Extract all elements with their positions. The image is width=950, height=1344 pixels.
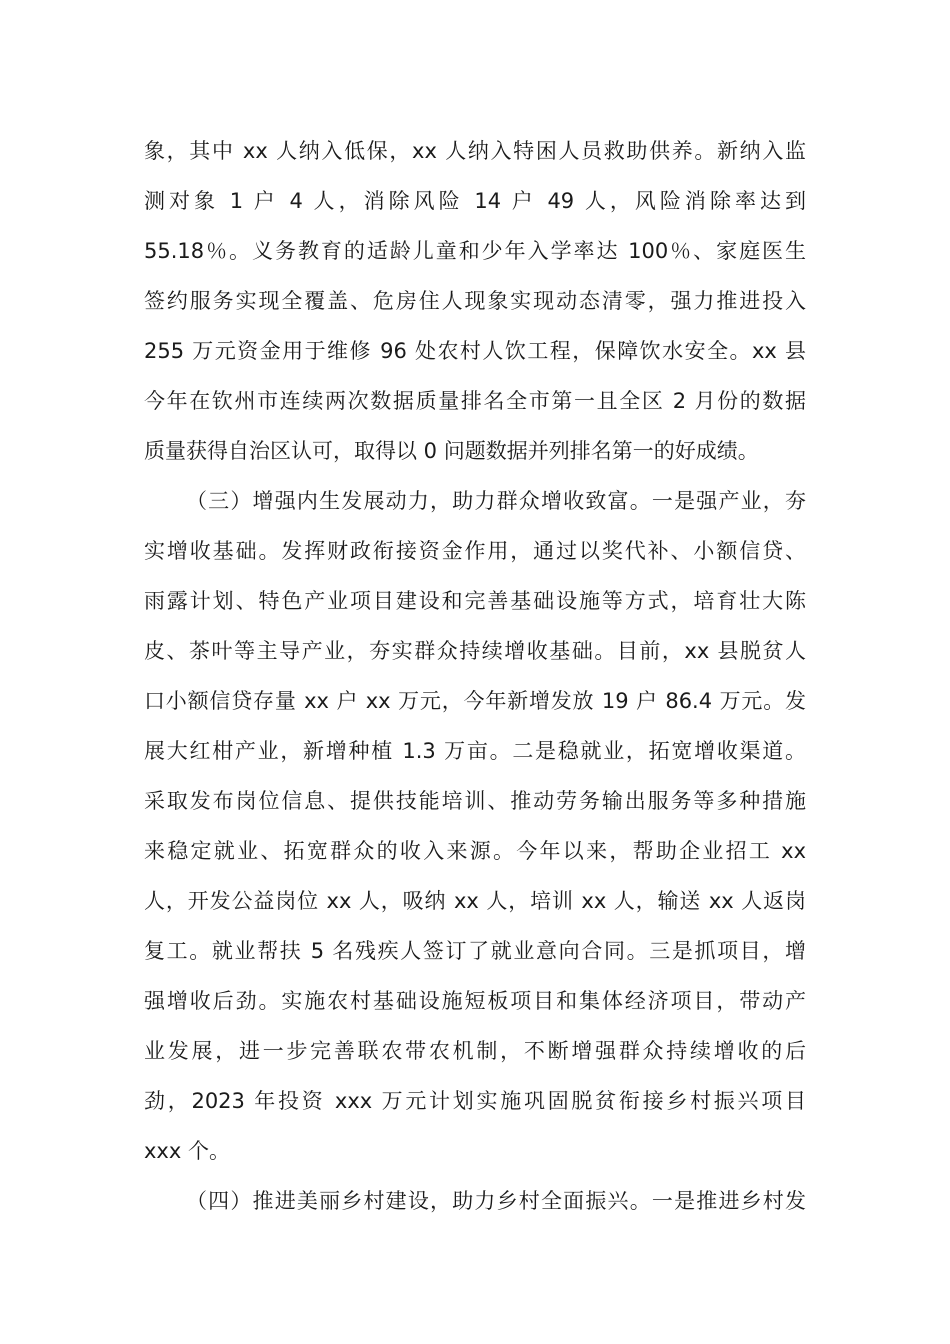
paragraph-line-12: 口小额信贷存量 xx 户 xx 万元，今年新增发放 19 户 86.4 万元。发	[144, 689, 806, 713]
paragraph-line-18: 强增收后劲。实施农村基础设施短板项目和集体经济项目，带动产	[144, 989, 806, 1013]
paragraph-line-21: xxx 个。	[144, 1139, 230, 1163]
paragraph-line-6: 今年在钦州市连续两次数据质量排名全市第一且全区 2 月份的数据	[144, 389, 806, 413]
paragraph-line-14: 采取发布岗位信息、提供技能培训、推动劳务输出服务等多种措施	[144, 789, 806, 813]
paragraph-line-4: 签约服务实现全覆盖、危房住人现象实现动态清零，强力推进投入	[144, 289, 806, 313]
paragraph-line-17: 复工。就业帮扶 5 名残疾人签订了就业意向合同。三是抓项目，增	[144, 939, 806, 963]
paragraph-line-20: 劲，2023 年投资 xxx 万元计划实施巩固脱贫衔接乡村振兴项目	[144, 1089, 806, 1113]
paragraph-line-11: 皮、茶叶等主导产业，夯实群众持续增收基础。目前，xx 县脱贫人	[144, 639, 806, 663]
paragraph-line-19: 业发展，进一步完善联农带农机制，不断增强群众持续增收的后	[144, 1039, 806, 1063]
paragraph-line-5: 255 万元资金用于维修 96 处农村人饮工程，保障饮水安全。xx 县	[144, 339, 806, 363]
paragraph-line-9: 实增收基础。发挥财政衔接资金作用，通过以奖代补、小额信贷、	[144, 539, 806, 563]
paragraph-line-16: 人，开发公益岗位 xx 人，吸纳 xx 人，培训 xx 人，输送 xx 人返岗	[144, 889, 806, 913]
paragraph-line-2: 测对象 1 户 4 人，消除风险 14 户 49 人，风险消除率达到	[144, 189, 806, 213]
section-heading-4-line: （四）推进美丽乡村建设，助力乡村全面振兴。一是推进乡村发	[186, 1189, 806, 1213]
paragraph-line-7: 质量获得自治区认可，取得以 0 问题数据并列排名第一的好成绩。	[144, 439, 759, 463]
paragraph-line-10: 雨露计划、特色产业项目建设和完善基础设施等方式，培育壮大陈	[144, 589, 806, 613]
paragraph-line-3: 55.18％。义务教育的适龄儿童和少年入学率达 100％、家庭医生	[144, 239, 806, 263]
paragraph-line-15: 来稳定就业、拓宽群众的收入来源。今年以来，帮助企业招工 xx	[144, 839, 806, 863]
paragraph-line-1: 象，其中 xx 人纳入低保，xx 人纳入特困人员救助供养。新纳入监	[144, 139, 806, 163]
section-heading-3-line: （三）增强内生发展动力，助力群众增收致富。一是强产业，夯	[186, 489, 806, 513]
paragraph-line-13: 展大红柑产业，新增种植 1.3 万亩。二是稳就业，拓宽增收渠道。	[144, 739, 806, 763]
